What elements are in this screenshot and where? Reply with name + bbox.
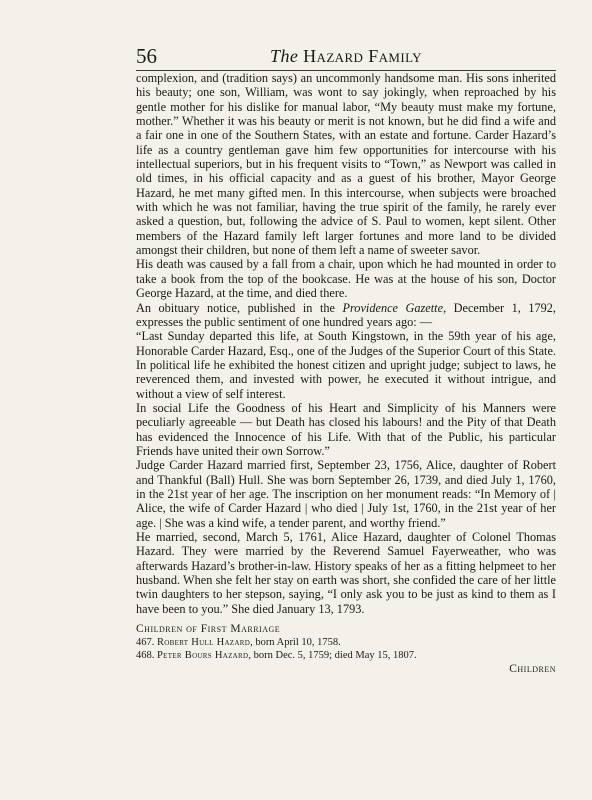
child-details: , born Dec. 5, 1759; died May 15, 1807. — [248, 650, 417, 662]
page-header — [136, 42, 556, 70]
section-heading: Children of First Marriage — [136, 623, 281, 636]
running-title-prefix: The — [270, 46, 299, 66]
running-title-main: Hazard Family — [303, 46, 422, 66]
newspaper-title: Providence Gazette — [342, 300, 444, 315]
running-title — [136, 42, 556, 70]
entry-number: 467. — [136, 637, 155, 649]
page-number: 56 — [136, 44, 157, 68]
paragraph: His death was caused by a fall from a chair, upon which he had mounted in order to take a book from the top of the bookcase. He was at the house of his son, Doctor George Hazard, at the time, and died there. — [136, 257, 556, 301]
entry-number: 468. — [136, 650, 155, 662]
quoted-paragraph: “Last Sunday departed this life, at South Kingstown, in the 59th year of his age, Honorable Carder Hazard, Esq., one of the Judges of the Superior Court of this State. In political life he exhibited the honest citizen and upright judge; subject to laws, he reverenced them, and invested with power, he executed it without intrigue, and without a view of self interest. — [136, 329, 556, 401]
child-name: Peter Bours Hazard — [157, 650, 249, 662]
list-item — [136, 636, 556, 649]
paragraph: complexion, and (tradition says) an uncommonly handsome man. His sons inherited his beauty; one son, William, was wont to say jokingly, when reproached by his gentle mother for his dislike for manual labor, “My beauty must make my fortune, mother.” Whether it was his beauty or merit is not known, but he did find a wife and a fair one in one of the Southern States, with an estate and fortune. Carder Hazard’s life as a country gentleman gave him few opportunities for intercourse with his intellectual superiors, but in his frequent visits to “Town,” as Newport was called in old times, in his official capacity and as a guest of his brother, Mayor George Hazard, he met many gifted men. In this intercourse, when subjects were broached with which he was not familiar, having the true spirit of the family, he rarely ever asked a question, but, following the advice of S. Paul to women, kept silent. Other members of the Hazard family left larger fortunes and more land to be divided amongst their children, but none of them left a name of sweeter savor. — [136, 71, 556, 258]
catchword: Children — [509, 663, 556, 676]
child-name: Robert Hull Hazard — [157, 637, 251, 649]
paragraph-text: , December 1, 1792, expresses the public sentiment of one hundred years ago: — — [136, 300, 557, 329]
page-body — [136, 71, 556, 677]
quoted-paragraph: In social Life the Goodness of his Heart and Simplicity of his Manners were peculiarly agreeable — but Death has closed his labours! and the Pity of that Death has evidenced the Innocence of his Life. With that of the Public, his particular Friends have united their own Sorrow.” — [136, 400, 556, 458]
paragraph: Judge Carder Hazard married first, September 23, 1756, Alice, daughter of Robert and Thankful (Ball) Hull. She was born September 26, 1739, and died July 1, 1760, in the 21st year of her age. The inscription on her monument reads: “In Memory of | Alice, the wife of Carder Hazard | who died | July 1st, 1760, in the 21st year of her age. | She was a kind wife, a tender parent, and worthy friend.” — [136, 458, 556, 530]
child-details: , born April 10, 1758. — [250, 637, 341, 649]
paragraph: He married, second, March 5, 1761, Alice Hazard, daughter of Colonel Thomas Hazard. They were married by the Reverend Samuel Fayerweather, who was afterwards Hazard’s brother-in-law. History speaks of her as a fitting helpmeet to her husband. When she felt her stay on earth was short, she confided the care of her little twin daughters to her stepson, saying, “I only ask you to be just as kind to them as I have been to you.” She died January 13, 1793. — [136, 530, 556, 616]
list-item — [136, 649, 556, 662]
children-list — [136, 636, 556, 662]
paragraph-text: An obituary notice, published in the — [136, 300, 343, 315]
paragraph — [136, 301, 556, 330]
